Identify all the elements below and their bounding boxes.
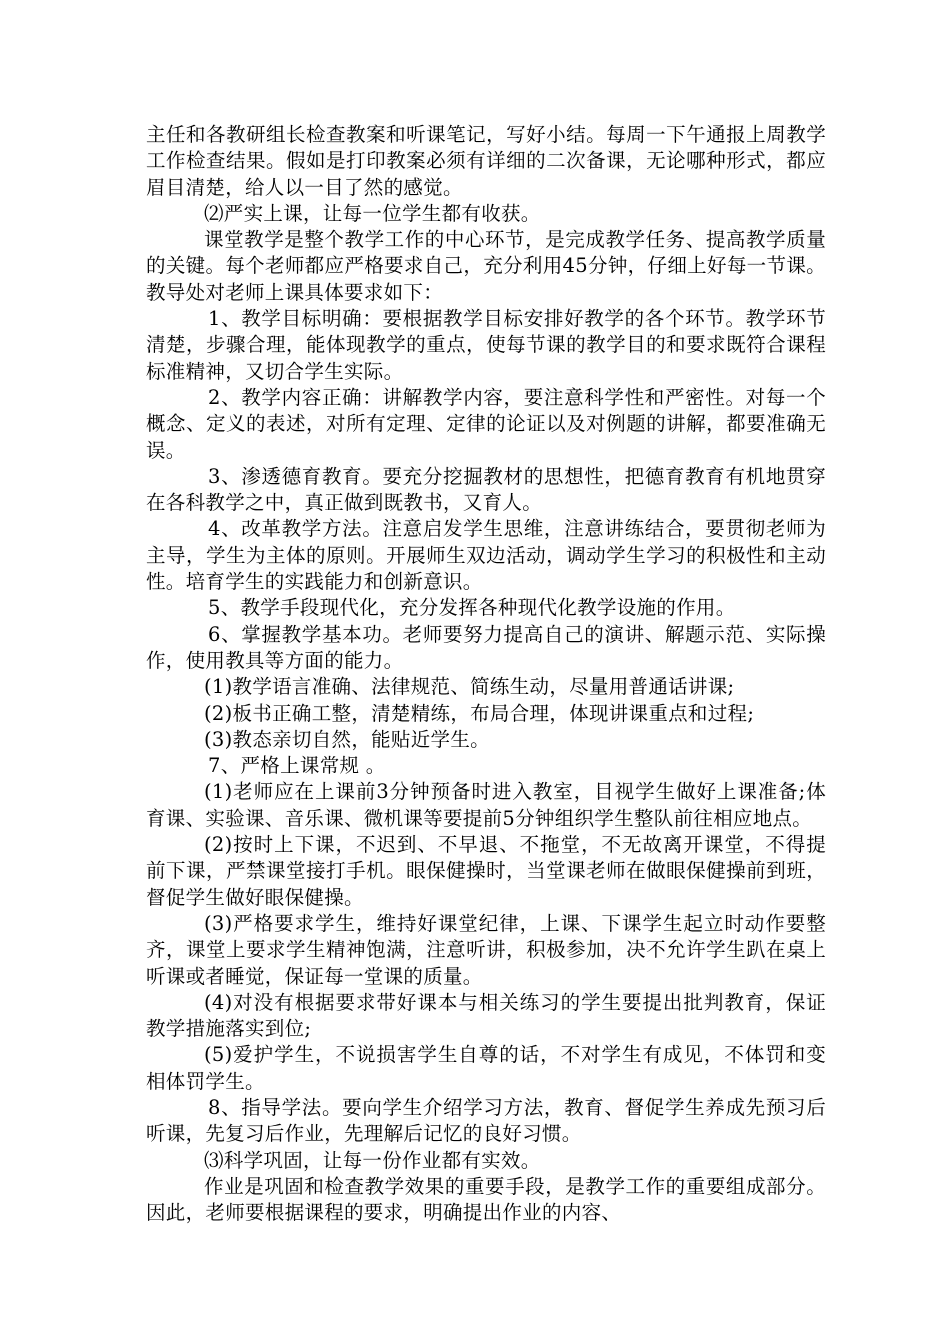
- list-item-basic-skills: 6、掌握教学基本功。老师要努力提高自己的演讲、解题示范、实际操作，使用教具等方面的能力。: [146, 622, 826, 672]
- sub-item-care-students: (5)爱护学生，不说损害学生自尊的话，不对学生有成见，不体罚和变相体罚学生。: [146, 1043, 826, 1093]
- sub-item-language: (1)教学语言准确、法律规范、简练生动，尽量用普通话讲课;: [204, 675, 735, 699]
- list-item-class-routine: 7、严格上课常规 。: [208, 754, 386, 778]
- paragraph-classroom-teaching: 课堂教学是整个教学工作的中心环节，是完成教学任务、提高教学质量的关键。每个老师都应严格要求自己，充分利用45分钟，仔细上好每一节课。教导处对老师上课具体要求如下：: [146, 228, 826, 304]
- heading-homework: ⑶科学巩固，让每一份作业都有实效。: [204, 1148, 541, 1172]
- list-item-moral-education: 3、渗透德育教育。要充分挖掘教材的思想性，把德育教育有机地贯穿在各科教学之中，真正做到既教书，又育人。: [146, 464, 826, 515]
- paragraph-homework: 作业是巩固和检查教学效果的重要手段，是教学工作的重要组成部分。因此，老师要根据课程的要求，明确提出作业的内容、: [146, 1174, 826, 1225]
- list-item-teaching-methods: 4、改革教学方法。注意启发学生思维，注意讲练结合，要贯彻老师为主导，学生为主体的原则。开展师生双边活动，调动学生学习的积极性和主动性。培育学生的实践能力和创新意识。: [146, 517, 826, 594]
- sub-item-materials: (4)对没有根据要求带好课本与相关练习的学生要提出批判教育，保证教学措施落实到位;: [146, 990, 826, 1041]
- heading-strict-teaching: ⑵严实上课，让每一位学生都有收获。: [204, 201, 541, 225]
- sub-item-blackboard: (2)板书正确工整，清楚精练，布局合理，体现讲课重点和过程;: [204, 701, 755, 725]
- list-item-teaching-goals: 1、教学目标明确：要根据教学目标安排好教学的各个环节。教学环节清楚，步骤合理，能体现教学的重点，使每节课的教学目的和要求既符合课程标准精神，又切合学生实际。: [146, 307, 826, 383]
- sub-item-punctuality: (2)按时上下课，不迟到、不早退、不拖堂，不无故离开课堂，不得提前下课，严禁课堂接打手机。眼保健操时，当堂课老师在做眼保健操前到班，督促学生做好眼保健操。: [146, 833, 826, 909]
- sub-item-arrive-early: (1)老师应在上课前3分钟预备时进入教室，目视学生做好上课准备;体育课、实验课、音乐课、微机课等要提前5分钟组织学生整队前往相应地点。: [146, 780, 826, 830]
- paragraph-lesson-plan-check: 主任和各教研组长检查教案和听课笔记，写好小结。每周一下午通报上周教学工作检查结果。假如是打印教案必须有详细的二次备课，无论哪种形式，都应眉目清楚，给人以一目了然的感觉。: [146, 123, 826, 199]
- list-item-teaching-content: 2、教学内容正确：讲解教学内容，要注意科学性和严密性。对每一个概念、定义的表述，对所有定理、定律的论证以及对例题的讲解，都要准确无误。: [146, 385, 826, 462]
- sub-item-discipline: (3)严格要求学生，维持好课堂纪律，上课、下课学生起立时动作要整齐，课堂上要求学生精神饱满，注意听讲，积极参加，决不允许学生趴在桌上听课或者睡觉，保证每一堂课的质量。: [146, 911, 826, 988]
- document-body: [146, 122, 826, 1226]
- list-item-study-methods: 8、指导学法。要向学生介绍学习方法，教育、督促学生养成先预习后听课，先复习后作业，先理解后记忆的良好习惯。: [146, 1095, 826, 1146]
- sub-item-manner: (3)教态亲切自然，能贴近学生。: [204, 727, 490, 751]
- list-item-modern-means: 5、教学手段现代化，充分发挥各种现代化教学设施的作用。: [208, 596, 736, 620]
